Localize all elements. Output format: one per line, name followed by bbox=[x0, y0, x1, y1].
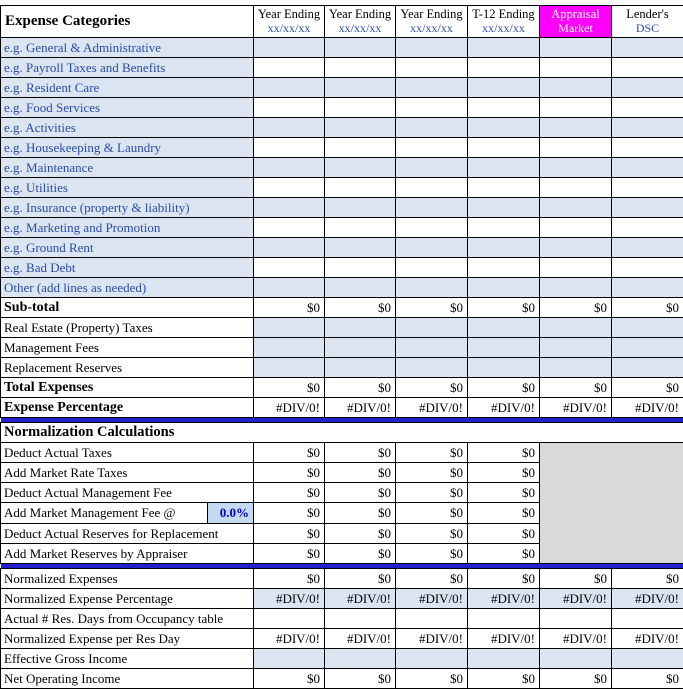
table-row bbox=[1, 38, 683, 58]
value-cell[interactable]: $0 bbox=[254, 443, 325, 463]
value-cell[interactable]: $0 bbox=[325, 503, 396, 524]
value-cell[interactable] bbox=[325, 38, 396, 58]
value-cell[interactable]: $0 bbox=[396, 378, 468, 398]
value-cell[interactable] bbox=[612, 158, 683, 178]
row-label[interactable]: Net Operating Income bbox=[1, 669, 254, 689]
value-cell[interactable] bbox=[325, 318, 396, 338]
table-row bbox=[1, 278, 683, 298]
value-cell[interactable]: #DIV/0! bbox=[612, 398, 683, 418]
value-cell[interactable] bbox=[254, 178, 325, 198]
table-row bbox=[1, 238, 683, 258]
value-cell[interactable] bbox=[396, 238, 468, 258]
value-cell[interactable]: $0 bbox=[325, 463, 396, 483]
row-label[interactable]: Add Market Reserves by Appraiser bbox=[1, 544, 254, 564]
market-fee-input[interactable]: 0.0% bbox=[207, 503, 253, 523]
row-label[interactable]: e.g. Marketing and Promotion bbox=[1, 218, 254, 238]
table-row bbox=[1, 298, 683, 318]
value-cell[interactable] bbox=[540, 158, 612, 178]
value-cell[interactable]: #DIV/0! bbox=[540, 629, 612, 649]
value-cell[interactable] bbox=[325, 58, 396, 78]
value-cell[interactable]: $0 bbox=[325, 378, 396, 398]
value-cell[interactable]: $0 bbox=[254, 569, 325, 589]
value-cell[interactable] bbox=[254, 118, 325, 138]
value-cell[interactable] bbox=[254, 258, 325, 278]
value-cell[interactable] bbox=[325, 338, 396, 358]
row-label[interactable]: Add Market Rate Taxes bbox=[1, 463, 254, 483]
column-header-line1: T-12 Ending bbox=[470, 7, 537, 21]
row-label[interactable]: Total Expenses bbox=[1, 378, 254, 398]
row-label[interactable]: e.g. Utilities bbox=[1, 178, 254, 198]
value-cell[interactable] bbox=[325, 278, 396, 298]
row-label[interactable]: Sub-total bbox=[1, 298, 254, 318]
value-cell[interactable] bbox=[468, 318, 540, 338]
value-cell[interactable] bbox=[254, 58, 325, 78]
value-cell[interactable]: #DIV/0! bbox=[396, 629, 468, 649]
table-row bbox=[1, 78, 683, 98]
column-header-line1: Year Ending bbox=[256, 7, 322, 21]
table-row bbox=[1, 609, 683, 629]
column-header-line1: Lender's bbox=[614, 7, 681, 21]
value-cell[interactable] bbox=[612, 649, 683, 669]
row-label[interactable]: e.g. Ground Rent bbox=[1, 238, 254, 258]
table-row bbox=[1, 218, 683, 238]
column-header-line1: Year Ending bbox=[327, 7, 393, 21]
value-cell[interactable]: $0 bbox=[468, 483, 540, 503]
value-cell[interactable]: #DIV/0! bbox=[540, 398, 612, 418]
value-cell[interactable]: $0 bbox=[540, 378, 612, 398]
column-header-5[interactable] bbox=[540, 6, 612, 38]
value-cell[interactable]: #DIV/0! bbox=[540, 589, 612, 609]
value-cell[interactable]: #DIV/0! bbox=[254, 629, 325, 649]
value-cell[interactable] bbox=[396, 609, 468, 629]
value-cell[interactable]: $0 bbox=[325, 483, 396, 503]
value-cell[interactable] bbox=[325, 609, 396, 629]
row-label[interactable]: Management Fees bbox=[1, 338, 254, 358]
value-cell[interactable] bbox=[325, 238, 396, 258]
value-cell[interactable] bbox=[540, 118, 612, 138]
value-cell[interactable]: $0 bbox=[325, 524, 396, 544]
value-cell[interactable] bbox=[325, 158, 396, 178]
row-label[interactable]: e.g. Insurance (property & liability) bbox=[1, 198, 254, 218]
row-label-text: Add Market Management Fee @ bbox=[1, 505, 176, 521]
table-row bbox=[1, 178, 683, 198]
table-row bbox=[1, 443, 683, 463]
value-cell[interactable] bbox=[396, 38, 468, 58]
value-cell[interactable] bbox=[468, 218, 540, 238]
value-cell[interactable]: $0 bbox=[396, 443, 468, 463]
value-cell[interactable] bbox=[612, 318, 683, 338]
row-label[interactable]: Deduct Actual Reserves for Replacement bbox=[1, 524, 254, 544]
value-cell[interactable]: $0 bbox=[468, 378, 540, 398]
value-cell[interactable] bbox=[325, 258, 396, 278]
value-cell[interactable]: $0 bbox=[468, 669, 540, 689]
value-cell[interactable] bbox=[254, 38, 325, 58]
row-label[interactable]: e.g. General & Administrative bbox=[1, 38, 254, 58]
value-cell[interactable] bbox=[540, 218, 612, 238]
value-cell[interactable] bbox=[612, 78, 683, 98]
value-cell[interactable] bbox=[612, 238, 683, 258]
value-cell[interactable] bbox=[396, 78, 468, 98]
value-cell[interactable]: $0 bbox=[325, 569, 396, 589]
value-cell[interactable] bbox=[325, 98, 396, 118]
value-cell[interactable]: $0 bbox=[468, 443, 540, 463]
value-cell[interactable] bbox=[540, 258, 612, 278]
row-label[interactable]: e.g. Resident Care bbox=[1, 78, 254, 98]
value-cell[interactable] bbox=[396, 58, 468, 78]
value-cell[interactable] bbox=[325, 138, 396, 158]
table-row bbox=[1, 318, 683, 338]
value-cell[interactable]: $0 bbox=[396, 669, 468, 689]
row-label[interactable]: Normalized Expenses bbox=[1, 569, 254, 589]
value-cell[interactable]: $0 bbox=[325, 669, 396, 689]
value-cell[interactable] bbox=[468, 98, 540, 118]
value-cell[interactable] bbox=[325, 649, 396, 669]
value-cell[interactable]: $0 bbox=[396, 524, 468, 544]
value-cell[interactable] bbox=[396, 649, 468, 669]
table-row bbox=[1, 669, 683, 689]
value-cell[interactable] bbox=[468, 38, 540, 58]
table-row bbox=[1, 398, 683, 418]
value-cell[interactable] bbox=[396, 98, 468, 118]
value-cell[interactable]: $0 bbox=[468, 524, 540, 544]
value-cell[interactable] bbox=[540, 78, 612, 98]
value-cell[interactable] bbox=[468, 58, 540, 78]
value-cell[interactable]: #DIV/0! bbox=[325, 629, 396, 649]
value-cell[interactable]: $0 bbox=[612, 669, 683, 689]
table-row bbox=[1, 378, 683, 398]
value-cell[interactable] bbox=[612, 138, 683, 158]
row-label[interactable]: e.g. Bad Debt bbox=[1, 258, 254, 278]
row-label[interactable]: e.g. Housekeeping & Laundry bbox=[1, 138, 254, 158]
value-cell[interactable]: $0 bbox=[468, 569, 540, 589]
value-cell[interactable] bbox=[254, 278, 325, 298]
header-row bbox=[1, 6, 683, 38]
table-row bbox=[1, 338, 683, 358]
value-cell[interactable]: #DIV/0! bbox=[612, 589, 683, 609]
value-cell[interactable] bbox=[325, 178, 396, 198]
value-cell[interactable]: #DIV/0! bbox=[396, 398, 468, 418]
value-cell[interactable]: #DIV/0! bbox=[396, 589, 468, 609]
value-cell[interactable]: $0 bbox=[325, 298, 396, 318]
table-row bbox=[1, 649, 683, 669]
value-cell[interactable] bbox=[468, 158, 540, 178]
value-cell[interactable] bbox=[254, 138, 325, 158]
column-header-line2: Market bbox=[542, 22, 609, 36]
value-cell[interactable] bbox=[396, 278, 468, 298]
value-cell[interactable]: $0 bbox=[396, 298, 468, 318]
value-cell[interactable] bbox=[612, 58, 683, 78]
value-cell[interactable] bbox=[612, 98, 683, 118]
row-label[interactable]: e.g. Food Services bbox=[1, 98, 254, 118]
column-header-2[interactable] bbox=[325, 6, 396, 38]
value-cell[interactable]: #DIV/0! bbox=[325, 589, 396, 609]
value-cell[interactable]: #DIV/0! bbox=[612, 629, 683, 649]
table-row bbox=[1, 98, 683, 118]
value-cell[interactable]: $0 bbox=[325, 443, 396, 463]
value-cell[interactable] bbox=[540, 278, 612, 298]
value-cell[interactable] bbox=[612, 609, 683, 629]
value-cell[interactable]: $0 bbox=[254, 544, 325, 564]
value-cell[interactable] bbox=[325, 218, 396, 238]
expense-categories-header[interactable]: Expense Categories bbox=[1, 6, 254, 38]
value-cell[interactable] bbox=[612, 338, 683, 358]
value-cell[interactable] bbox=[540, 238, 612, 258]
value-cell[interactable] bbox=[540, 138, 612, 158]
value-cell[interactable] bbox=[468, 138, 540, 158]
value-cell[interactable]: $0 bbox=[396, 503, 468, 524]
value-cell[interactable] bbox=[468, 118, 540, 138]
column-header-3[interactable] bbox=[396, 6, 468, 38]
value-cell[interactable] bbox=[612, 118, 683, 138]
column-header-1[interactable] bbox=[254, 6, 325, 38]
value-cell[interactable] bbox=[254, 318, 325, 338]
value-cell[interactable]: #DIV/0! bbox=[468, 589, 540, 609]
value-cell[interactable]: $0 bbox=[468, 298, 540, 318]
value-cell[interactable] bbox=[468, 609, 540, 629]
value-cell[interactable] bbox=[396, 158, 468, 178]
value-cell[interactable]: $0 bbox=[396, 544, 468, 564]
value-cell[interactable]: $0 bbox=[540, 569, 612, 589]
value-cell[interactable] bbox=[540, 358, 612, 378]
value-cell[interactable]: $0 bbox=[612, 298, 683, 318]
value-cell[interactable]: $0 bbox=[325, 544, 396, 564]
value-cell[interactable]: $0 bbox=[254, 483, 325, 503]
value-cell[interactable] bbox=[396, 178, 468, 198]
column-header-line2: xx/xx/xx bbox=[256, 22, 322, 36]
value-cell[interactable]: $0 bbox=[254, 378, 325, 398]
value-cell[interactable] bbox=[396, 218, 468, 238]
value-cell[interactable] bbox=[254, 78, 325, 98]
column-header-6[interactable] bbox=[612, 6, 683, 38]
section-title[interactable]: Normalization Calculations bbox=[1, 423, 683, 443]
value-cell[interactable] bbox=[325, 358, 396, 378]
value-cell[interactable] bbox=[612, 258, 683, 278]
value-cell[interactable] bbox=[468, 238, 540, 258]
value-cell[interactable] bbox=[254, 238, 325, 258]
value-cell[interactable] bbox=[468, 178, 540, 198]
value-cell[interactable] bbox=[254, 358, 325, 378]
value-cell[interactable]: $0 bbox=[468, 544, 540, 564]
row-label[interactable]: e.g. Payroll Taxes and Benefits bbox=[1, 58, 254, 78]
value-cell[interactable] bbox=[468, 338, 540, 358]
value-cell[interactable] bbox=[540, 178, 612, 198]
row-label[interactable]: e.g. Activities bbox=[1, 118, 254, 138]
value-cell[interactable] bbox=[612, 278, 683, 298]
value-cell[interactable]: $0 bbox=[396, 569, 468, 589]
disabled-region bbox=[540, 443, 683, 564]
value-cell[interactable] bbox=[540, 338, 612, 358]
value-cell[interactable] bbox=[612, 358, 683, 378]
column-header-line2: DSC bbox=[614, 22, 681, 36]
value-cell[interactable]: $0 bbox=[612, 378, 683, 398]
row-label[interactable] bbox=[1, 503, 254, 524]
value-cell[interactable] bbox=[540, 38, 612, 58]
value-cell[interactable]: $0 bbox=[254, 298, 325, 318]
value-cell[interactable] bbox=[396, 118, 468, 138]
value-cell[interactable] bbox=[468, 258, 540, 278]
table-row bbox=[1, 138, 683, 158]
value-cell[interactable]: $0 bbox=[396, 463, 468, 483]
column-header-line1: Year Ending bbox=[398, 7, 465, 21]
value-cell[interactable] bbox=[468, 358, 540, 378]
value-cell[interactable] bbox=[540, 98, 612, 118]
value-cell[interactable]: $0 bbox=[540, 298, 612, 318]
value-cell[interactable] bbox=[396, 198, 468, 218]
value-cell[interactable]: $0 bbox=[254, 503, 325, 524]
value-cell[interactable] bbox=[468, 198, 540, 218]
row-label[interactable]: e.g. Maintenance bbox=[1, 158, 254, 178]
value-cell[interactable] bbox=[254, 218, 325, 238]
value-cell[interactable]: $0 bbox=[254, 669, 325, 689]
value-cell[interactable] bbox=[468, 278, 540, 298]
column-header-line2: xx/xx/xx bbox=[327, 22, 393, 36]
value-cell[interactable]: #DIV/0! bbox=[325, 398, 396, 418]
table-row bbox=[1, 258, 683, 278]
value-cell[interactable] bbox=[254, 649, 325, 669]
table-row bbox=[1, 198, 683, 218]
row-label[interactable]: Normalized Expense Percentage bbox=[1, 589, 254, 609]
value-cell[interactable] bbox=[396, 338, 468, 358]
table-row bbox=[1, 58, 683, 78]
row-label[interactable]: Effective Gross Income bbox=[1, 649, 254, 669]
value-cell[interactable]: $0 bbox=[396, 483, 468, 503]
value-cell[interactable] bbox=[396, 258, 468, 278]
value-cell[interactable] bbox=[396, 138, 468, 158]
table-row bbox=[1, 569, 683, 589]
value-cell[interactable] bbox=[612, 178, 683, 198]
value-cell[interactable] bbox=[254, 158, 325, 178]
table-row bbox=[1, 423, 683, 443]
value-cell[interactable] bbox=[254, 609, 325, 629]
value-cell[interactable] bbox=[540, 649, 612, 669]
column-header-line2: xx/xx/xx bbox=[470, 22, 537, 36]
row-label[interactable]: Deduct Actual Management Fee bbox=[1, 483, 254, 503]
value-cell[interactable] bbox=[612, 198, 683, 218]
value-cell[interactable]: #DIV/0! bbox=[468, 629, 540, 649]
row-label[interactable]: Replacement Reserves bbox=[1, 358, 254, 378]
value-cell[interactable]: #DIV/0! bbox=[254, 589, 325, 609]
value-cell[interactable] bbox=[540, 609, 612, 629]
column-header-line1: Appraisal bbox=[542, 7, 609, 21]
value-cell[interactable] bbox=[325, 198, 396, 218]
value-cell[interactable] bbox=[540, 198, 612, 218]
value-cell[interactable] bbox=[396, 318, 468, 338]
row-label[interactable]: Real Estate (Property) Taxes bbox=[1, 318, 254, 338]
value-cell[interactable]: #DIV/0! bbox=[254, 398, 325, 418]
row-label[interactable]: Actual # Res. Days from Occupancy table bbox=[1, 609, 254, 629]
table-row bbox=[1, 589, 683, 609]
value-cell[interactable] bbox=[325, 78, 396, 98]
value-cell[interactable] bbox=[612, 218, 683, 238]
column-header-4[interactable] bbox=[468, 6, 540, 38]
row-label-wrap bbox=[1, 503, 253, 523]
row-label[interactable]: Normalized Expense per Res Day bbox=[1, 629, 254, 649]
expense-spreadsheet bbox=[0, 5, 683, 689]
value-cell[interactable]: $0 bbox=[254, 524, 325, 544]
value-cell[interactable] bbox=[325, 118, 396, 138]
value-cell[interactable]: $0 bbox=[254, 463, 325, 483]
value-cell[interactable] bbox=[254, 198, 325, 218]
value-cell[interactable] bbox=[254, 98, 325, 118]
value-cell[interactable] bbox=[540, 58, 612, 78]
value-cell[interactable] bbox=[396, 358, 468, 378]
row-label[interactable]: Expense Percentage bbox=[1, 398, 254, 418]
value-cell[interactable]: $0 bbox=[612, 569, 683, 589]
row-label[interactable]: Deduct Actual Taxes bbox=[1, 443, 254, 463]
value-cell[interactable] bbox=[612, 38, 683, 58]
value-cell[interactable] bbox=[254, 338, 325, 358]
table-row bbox=[1, 629, 683, 649]
table-row bbox=[1, 118, 683, 138]
value-cell[interactable]: #DIV/0! bbox=[468, 398, 540, 418]
table-row bbox=[1, 358, 683, 378]
row-label[interactable]: Other (add lines as needed) bbox=[1, 278, 254, 298]
value-cell[interactable] bbox=[468, 649, 540, 669]
table-row bbox=[1, 158, 683, 178]
value-cell[interactable]: $0 bbox=[468, 503, 540, 524]
column-header-line2: xx/xx/xx bbox=[398, 22, 465, 36]
value-cell[interactable]: $0 bbox=[540, 669, 612, 689]
value-cell[interactable] bbox=[468, 78, 540, 98]
value-cell[interactable] bbox=[540, 318, 612, 338]
value-cell[interactable]: $0 bbox=[468, 463, 540, 483]
